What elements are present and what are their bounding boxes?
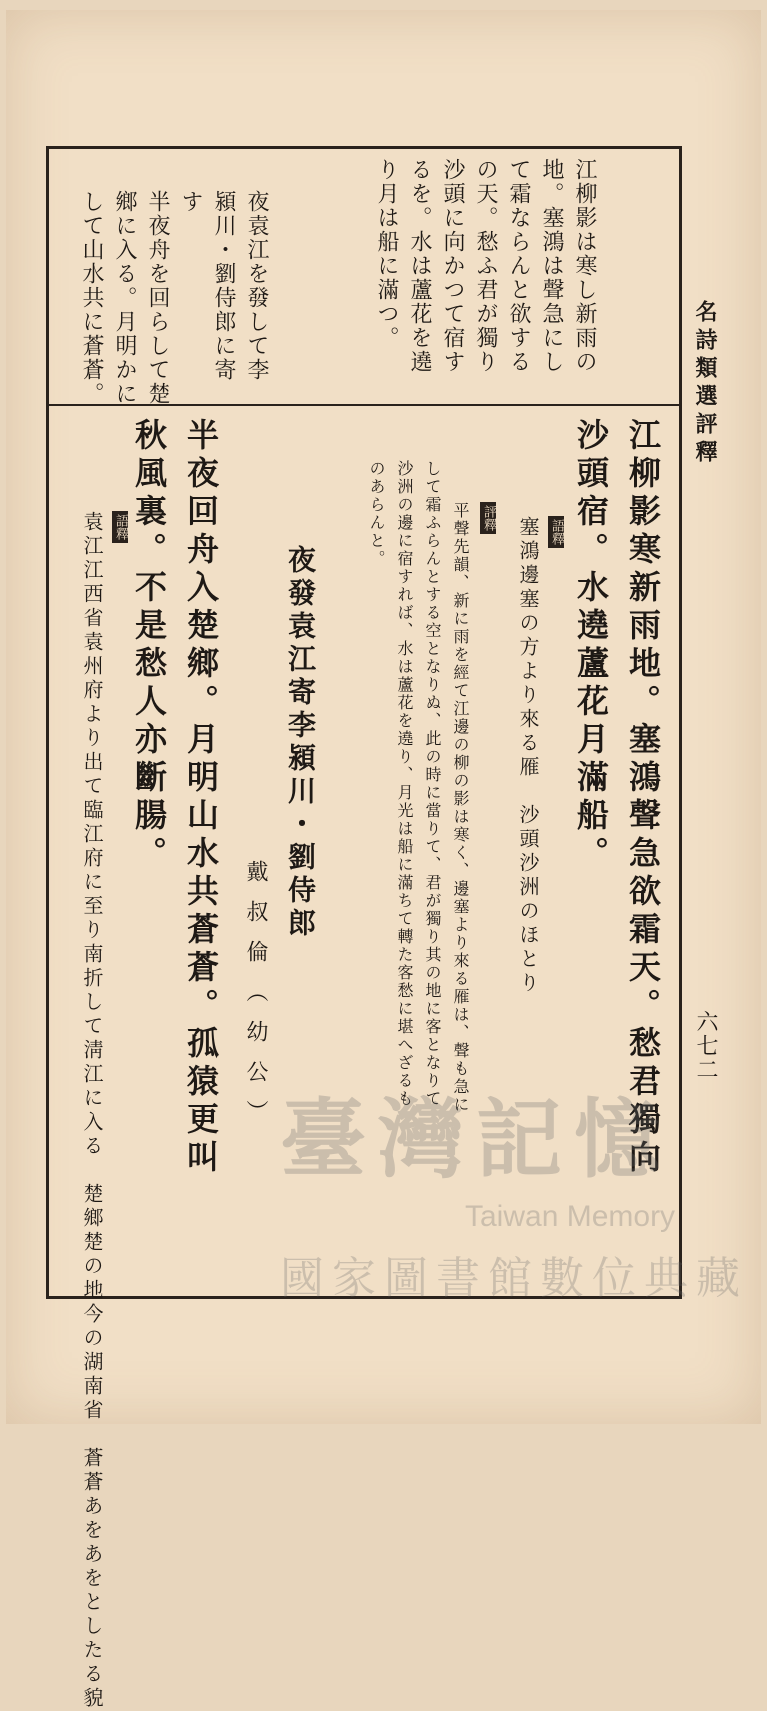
- commentary-text: 平聲先韻、新に雨を經て江邊の柳の影は寒く、邊塞より來る雁は、聲も急に して霜ふらんとする空となりぬ、此の時に當りて、君が獨り其の地に客となりて 沙洲の邊に宿すれば、水は蘆花を遶り、月光は船に滿ちて轉た客愁に堪へざるも のあらんと。: [367, 460, 470, 1114]
- gloss-text: 袁江江西省袁州府より出て臨江府に至り南折して淸江に入る 楚鄉楚の地今の湖南省 蒼蒼あをあをとしたる貌: [80, 511, 104, 1711]
- watermark-english: Taiwan Memory: [465, 1200, 676, 1233]
- commentary-tag: 評釋: [480, 502, 496, 534]
- poem-two-text: 半夜回舟入楚鄉。月明山水共蒼蒼。孤猿更叫 秋風裏。不是愁人亦斷腸。: [130, 418, 220, 1178]
- gloss-text: 塞鴻邊塞の方より來る雁 沙頭沙洲のほとり: [516, 516, 540, 996]
- poem-two-gloss: [78, 455, 162, 1711]
- poem-one-commentary: [362, 460, 530, 1114]
- poem-two-author: 戴叔倫（幼公）: [243, 860, 268, 1140]
- top-kundoku-right: 江柳影は寒し新雨の 地。塞鴻は聲急にし て霜ならんと欲する の天。愁ふ君が獨り 沙頭に向かつて宿す るを。水は蘆花を遶 り月は船に滿つ。: [374, 158, 597, 374]
- poem-two-title: 夜發袁江寄李潁川・劉侍郎: [284, 545, 317, 941]
- gloss-tag: 語釋: [548, 516, 564, 548]
- gloss-tag: 語釋: [112, 511, 128, 543]
- poem-one-text: 江柳影寒新雨地。塞鴻聲急欲霜天。愁君獨向 沙頭宿。水遶蘆花月滿船。: [572, 418, 662, 1178]
- page-number: 六七二: [693, 1010, 718, 1082]
- top-kundoku-left: 夜袁江を發して李 潁川・劉侍郎に寄 す 半夜舟を回らして楚 鄉に入る。月明かに して山水共に蒼蒼。: [79, 190, 269, 406]
- library-watermark: [270, 1070, 748, 1310]
- watermark-chinese: 臺灣記憶: [280, 1089, 672, 1190]
- running-head: 名詩類選評釋: [692, 300, 718, 468]
- watermark-library: 國家圖書館數位典藏: [280, 1253, 748, 1304]
